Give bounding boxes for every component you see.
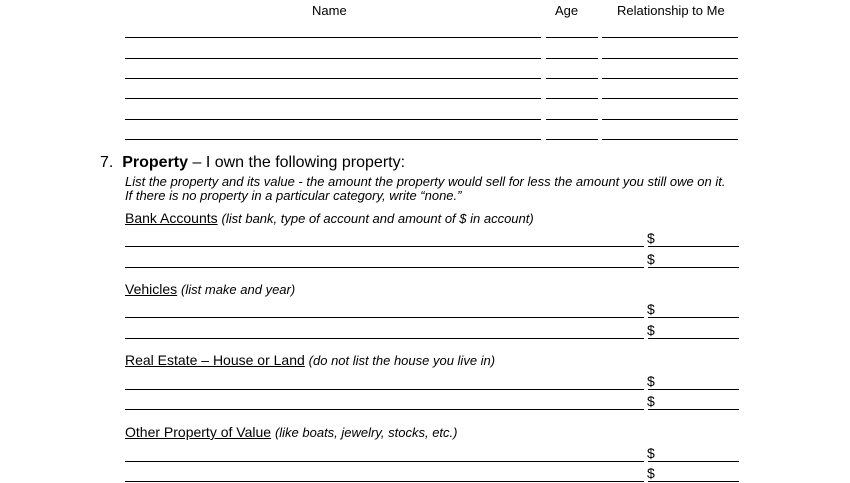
other-property-field-2[interactable] [125, 481, 644, 482]
bank-account-field-1[interactable] [125, 246, 644, 247]
bank-account-value-1[interactable] [648, 246, 739, 247]
age-field-1[interactable] [546, 37, 598, 38]
other-property-value-2[interactable] [648, 481, 739, 482]
category-heading-other-property [125, 424, 457, 440]
dollar-sign: $ [647, 230, 655, 246]
dollar-sign: $ [647, 301, 655, 317]
relationship-field-2[interactable] [602, 58, 738, 59]
vehicle-value-1[interactable] [648, 317, 739, 318]
relationship-field-4[interactable] [602, 98, 738, 99]
relationship-field-6[interactable] [602, 139, 738, 140]
real-estate-field-1[interactable] [125, 389, 644, 390]
vehicle-field-1[interactable] [125, 317, 644, 318]
age-field-6[interactable] [546, 139, 598, 140]
category-heading-vehicles [125, 281, 295, 297]
dollar-sign: $ [647, 465, 655, 481]
age-field-2[interactable] [546, 58, 598, 59]
relationship-field-3[interactable] [602, 78, 738, 79]
category-hint: (like boats, jewelry, stocks, etc.) [274, 425, 458, 440]
name-field-2[interactable] [125, 58, 541, 59]
category-heading-bank-accounts [125, 210, 534, 226]
real-estate-value-2[interactable] [648, 409, 739, 410]
other-property-field-1[interactable] [125, 461, 644, 462]
section-number: 7. [100, 154, 114, 171]
real-estate-field-2[interactable] [125, 409, 644, 410]
category-label: Bank Accounts [125, 210, 218, 226]
age-field-3[interactable] [546, 78, 598, 79]
vehicle-field-2[interactable] [125, 338, 644, 339]
section-instructions: List the property and its value - the amount the property would sell for less the amount you still owe on it. If there is no property in a particular category, write “none.” [125, 174, 726, 203]
age-field-4[interactable] [546, 98, 598, 99]
section-title-rest: – I own the following property: [188, 154, 406, 171]
name-field-1[interactable] [125, 37, 541, 38]
category-label: Vehicles [125, 281, 178, 297]
column-header-name: Name [312, 3, 347, 18]
other-property-value-1[interactable] [648, 461, 739, 462]
section-title [100, 154, 405, 172]
dollar-sign: $ [647, 251, 655, 267]
column-header-relationship: Relationship to Me [617, 3, 725, 18]
name-field-3[interactable] [125, 78, 541, 79]
dollar-sign: $ [647, 445, 655, 461]
relationship-field-1[interactable] [602, 37, 738, 38]
section-title-bold: Property [122, 154, 189, 171]
bank-account-field-2[interactable] [125, 267, 644, 268]
dollar-sign: $ [647, 322, 655, 338]
relationship-field-5[interactable] [602, 119, 738, 120]
bank-account-value-2[interactable] [648, 267, 739, 268]
category-heading-real-estate [125, 352, 495, 368]
category-hint: (list bank, type of account and amount of $ in account) [221, 211, 534, 226]
name-field-6[interactable] [125, 139, 541, 140]
category-hint: (list make and year) [181, 282, 296, 297]
real-estate-value-1[interactable] [648, 389, 739, 390]
name-field-5[interactable] [125, 119, 541, 120]
dollar-sign: $ [647, 393, 655, 409]
category-label: Real Estate – House or Land [125, 352, 305, 368]
category-hint: (do not list the house you live in) [308, 353, 496, 368]
vehicle-value-2[interactable] [648, 338, 739, 339]
category-label: Other Property of Value [125, 424, 272, 440]
age-field-5[interactable] [546, 119, 598, 120]
dollar-sign: $ [647, 373, 655, 389]
column-header-age: Age [555, 3, 579, 18]
name-field-4[interactable] [125, 98, 541, 99]
